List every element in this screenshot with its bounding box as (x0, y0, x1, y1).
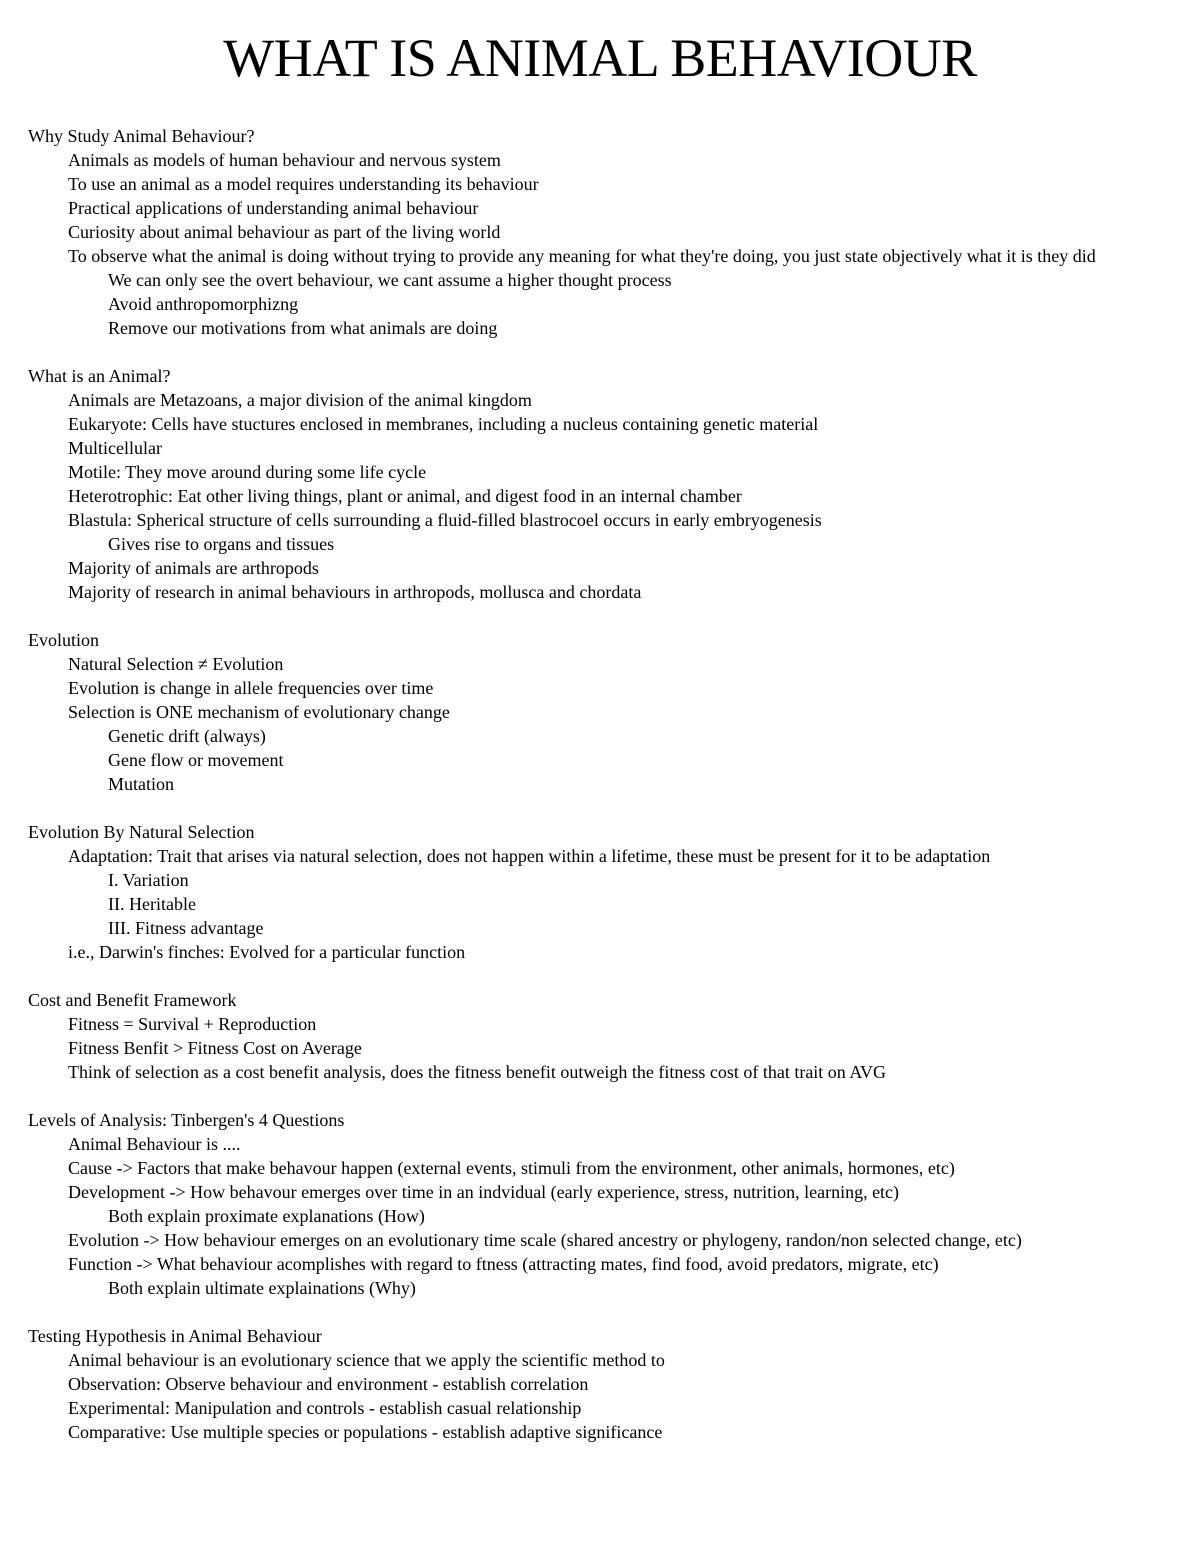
bullet-item: Think of selection as a cost benefit analysis, does the fitness benefit outweigh the fitness cost of that trait on AVG (68, 1062, 886, 1082)
sub-bullet-item: I. Variation (108, 870, 189, 890)
notes-section (28, 820, 1178, 964)
bullet-item: Fitness = Survival + Reproduction (68, 1014, 317, 1034)
section-heading: Cost and Benefit Framework (28, 990, 237, 1010)
sub-bullet-item: Avoid anthropomorphizng (108, 294, 299, 314)
section-heading: Testing Hypothesis in Animal Behaviour (28, 1326, 322, 1346)
bullet-item: To use an animal as a model requires understanding its behaviour (68, 174, 539, 194)
bullet-item: Blastula: Spherical structure of cells surrounding a fluid-filled blastrocoel occurs in early embryogenesis (68, 510, 822, 530)
sub-bullet-item: III. Fitness advantage (108, 918, 264, 938)
notes-section (28, 628, 1178, 796)
notes-section (28, 364, 1178, 604)
sub-bullet-item: Remove our motivations from what animals are doing (108, 318, 498, 338)
bullet-item: Multicellular (68, 438, 162, 458)
bullet-item: Animal behaviour is an evolutionary science that we apply the scientific method to (68, 1350, 665, 1370)
bullet-item: Experimental: Manipulation and controls - establish casual relationship (68, 1398, 582, 1418)
bullet-item: Observation: Observe behaviour and environment - establish correlation (68, 1374, 589, 1394)
sub-bullet-item: Mutation (108, 774, 174, 794)
notes-section (28, 124, 1178, 340)
sub-bullet-item: We can only see the overt behaviour, we cant assume a higher thought process (108, 270, 672, 290)
bullet-item: Cause -> Factors that make behavour happen (external events, stimuli from the environment, other animals, hormones, etc) (68, 1158, 955, 1178)
bullet-item: Selection is ONE mechanism of evolutionary change (68, 702, 450, 722)
bullet-item: To observe what the animal is doing without trying to provide any meaning for what they're doing, you just state objectively what it is they did (68, 246, 1096, 266)
section-heading: Why Study Animal Behaviour? (28, 126, 255, 146)
bullet-item: Eukaryote: Cells have stuctures enclosed in membranes, including a nucleus containing genetic material (68, 414, 819, 434)
section-heading: Evolution (28, 630, 99, 650)
bullet-item: Fitness Benfit > Fitness Cost on Average (68, 1038, 362, 1058)
bullet-item: Practical applications of understanding animal behaviour (68, 198, 479, 218)
sub-bullet-item: II. Heritable (108, 894, 196, 914)
bullet-item: Majority of research in animal behaviours in arthropods, mollusca and chordata (68, 582, 642, 602)
section-heading: Levels of Analysis: Tinbergen's 4 Questions (28, 1110, 345, 1130)
sub-bullet-item: Gene flow or movement (108, 750, 284, 770)
section-heading: Evolution By Natural Selection (28, 822, 255, 842)
page-title: WHAT IS ANIMAL BEHAVIOUR (223, 28, 977, 88)
bullet-item: Comparative: Use multiple species or populations - establish adaptive significance (68, 1422, 663, 1442)
bullet-item: Development -> How behavour emerges over time in an indvidual (early experience, stress, nutrition, learning, etc) (68, 1182, 900, 1202)
bullet-item: Natural Selection ≠ Evolution (68, 654, 284, 674)
bullet-item: Adaptation: Trait that arises via natural selection, does not happen within a lifetime, these must be present for it to be adaptation (68, 846, 991, 866)
bullet-item: Animals as models of human behaviour and nervous system (68, 150, 501, 170)
sub-bullet-item: Gives rise to organs and tissues (108, 534, 335, 554)
bullet-item: Animal Behaviour is .... (68, 1134, 241, 1154)
sub-bullet-item: Genetic drift (always) (108, 726, 266, 746)
bullet-item: i.e., Darwin's finches: Evolved for a particular function (68, 942, 466, 962)
sub-bullet-item: Both explain ultimate explainations (Why) (108, 1278, 416, 1298)
bullet-item: Majority of animals are arthropods (68, 558, 319, 578)
section-heading: What is an Animal? (28, 366, 171, 386)
notes-section (28, 1108, 1178, 1300)
bullet-item: Curiosity about animal behaviour as part of the living world (68, 222, 501, 242)
notes-section (28, 1324, 1178, 1444)
bullet-item: Evolution is change in allele frequencies over time (68, 678, 434, 698)
bullet-item: Animals are Metazoans, a major division of the animal kingdom (68, 390, 532, 410)
notes-body (28, 124, 1178, 1468)
notes-section (28, 988, 1178, 1084)
sub-bullet-item: Both explain proximate explanations (How) (108, 1206, 425, 1226)
bullet-item: Heterotrophic: Eat other living things, plant or animal, and digest food in an internal chamber (68, 486, 742, 506)
bullet-item: Evolution -> How behaviour emerges on an evolutionary time scale (shared ancestry or phylogeny, randon/non selected change, etc) (68, 1230, 1022, 1250)
bullet-item: Motile: They move around during some life cycle (68, 462, 427, 482)
bullet-item: Function -> What behaviour acomplishes with regard to ftness (attracting mates, find food, avoid predators, migrate, etc) (68, 1254, 939, 1274)
